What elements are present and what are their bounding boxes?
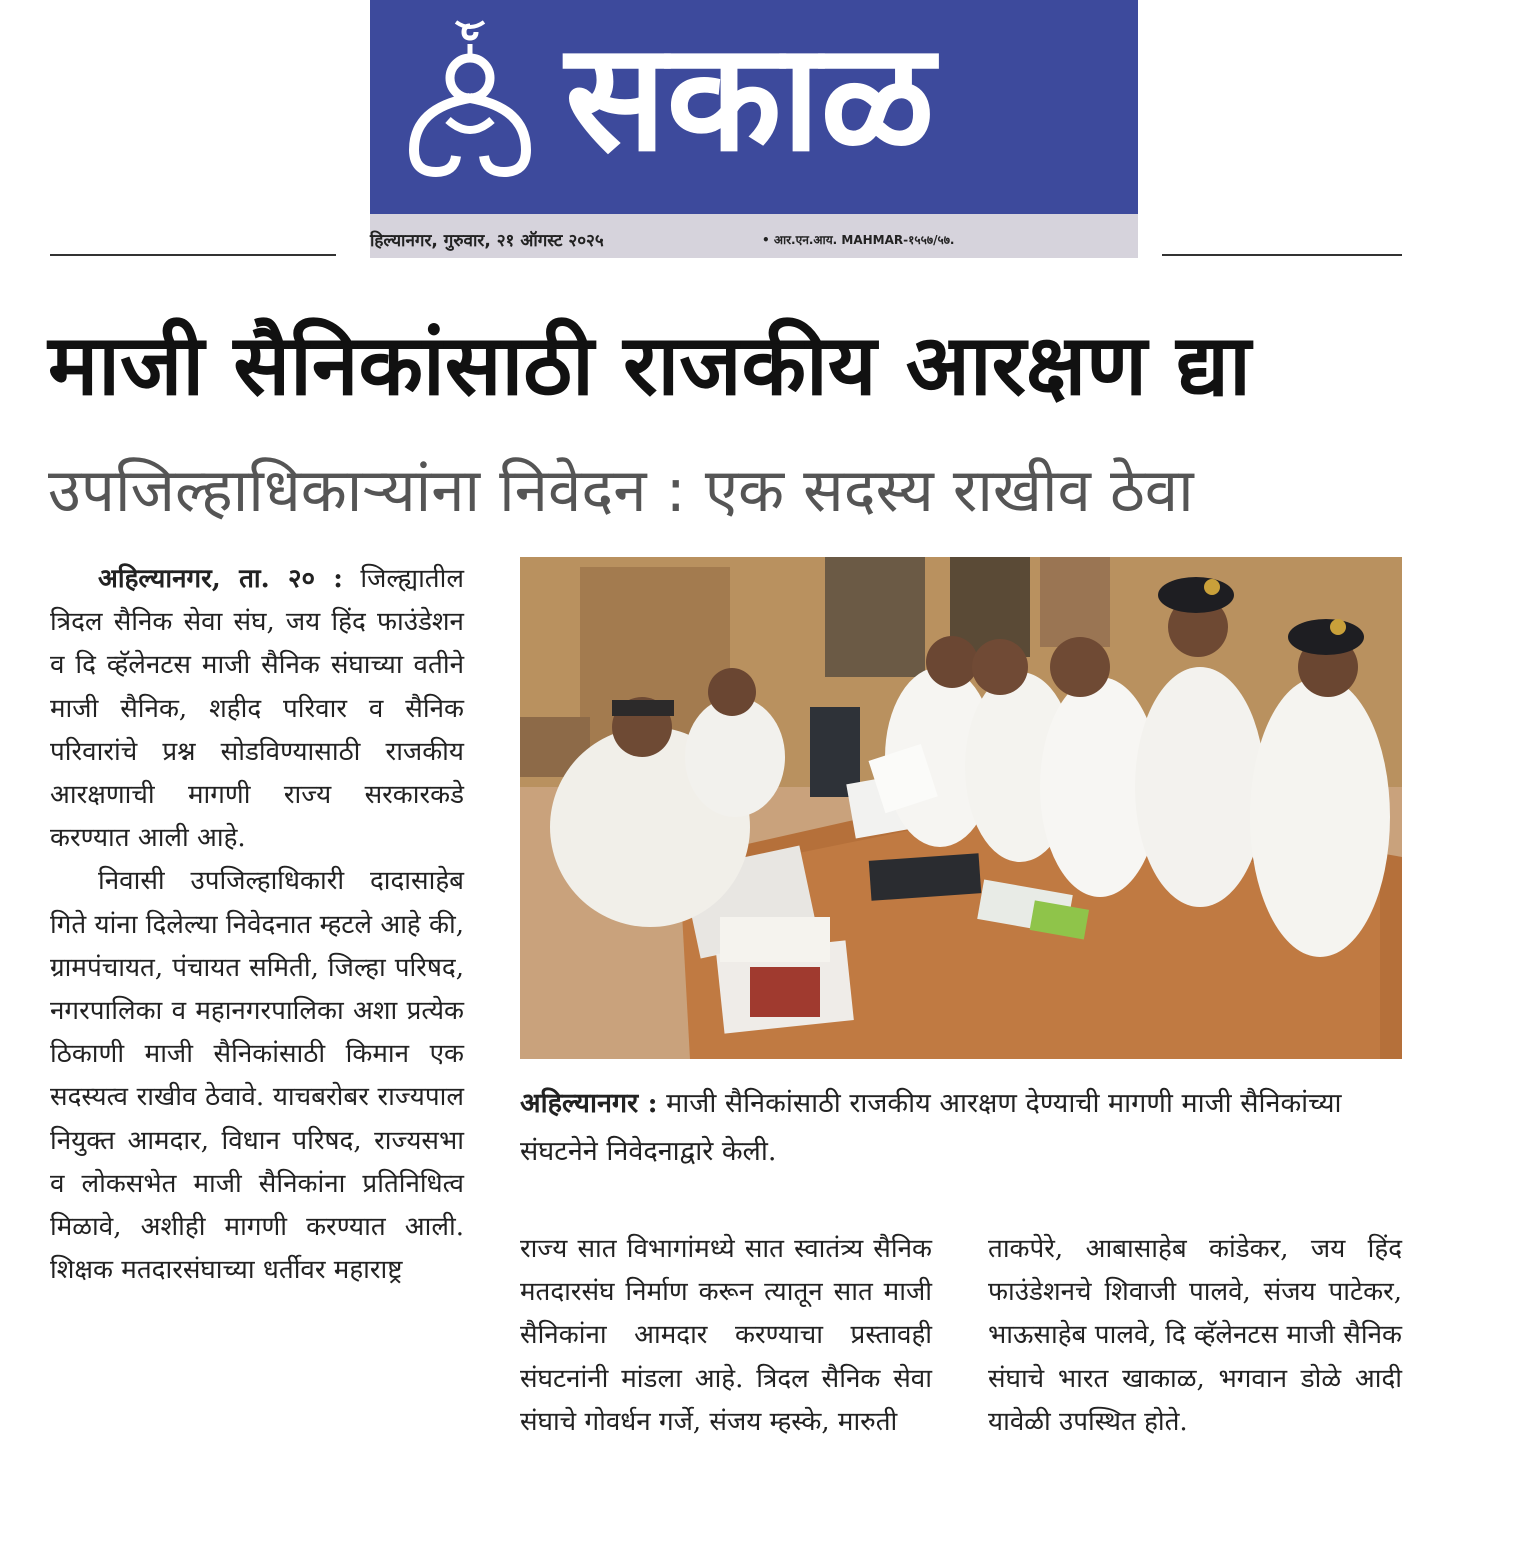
article-paragraph-4: ताकपेरे, आबासाहेब कांडेकर, जय हिंद फाउंडेशनचे शिवाजी पालवे, संजय पाटेकर, भाऊसाहेब पालवे, दि व्हॅलेनटस माजी सैनिक संघाचे भारत खाकाळ, भगवान डोळे आदी यावेळी उपस्थित होते.: [988, 1234, 1402, 1437]
article-column-3: [988, 1228, 1402, 1444]
masthead: [370, 0, 1138, 214]
right-rule: [1162, 254, 1402, 256]
photo-illustration: [520, 557, 1402, 1059]
sakal-logo-icon: [400, 8, 540, 198]
edition-dateline: हिल्यानगर, गुरुवार, २१ ऑगस्ट २०२५: [370, 231, 604, 251]
dateline-bar: [370, 214, 1138, 258]
article-dateline: अहिल्यानगर, ता. २० :: [98, 564, 343, 594]
article-column-2: [520, 1228, 932, 1444]
subheadline: उपजिल्हाधिकाऱ्यांना निवेदन : एक सदस्य राखीव ठेवा: [48, 456, 1194, 526]
caption-text: माजी सैनिकांसाठी राजकीय आरक्षण देण्याची मागणी माजी सैनिकांच्या संघटनेने निवेदनाद्वारे केली.: [520, 1088, 1342, 1167]
registration-number: • आर.एन.आय. MAHMAR-१५५७/५७.: [762, 233, 955, 247]
masthead-title: सकाळ: [565, 9, 935, 185]
article-column-1: [50, 558, 464, 1292]
photo-caption: [520, 1080, 1400, 1176]
article-paragraph-1: अहिल्यानगर, ता. २० : जिल्ह्यातील त्रिदल सैनिक सेवा संघ, जय हिंद फाउंडेशन व दि व्हॅलेनटस माजी सैनिक संघाच्या वतीने माजी सैनिक, शहीद परिवार व सैनिक परिवारांचे प्रश्न सोडविण्यासाठी राजकीय आरक्षणाची मागणी राज्य सरकारकडे करण्यात आली आहे.: [50, 564, 464, 854]
caption-dateline: अहिल्यानगर :: [520, 1088, 658, 1119]
article-paragraph-3: राज्य सात विभागांमध्ये सात स्वातंत्र्य सैनिक मतदारसंघ निर्माण करून त्यातून सात माजी सैनिकांना आमदार करण्याचा प्रस्तावही संघटनांनी मांडला आहे. त्रिदल सैनिक सेवा संघाचे गोवर्धन गर्जे, संजय म्हस्के, मारुती: [520, 1234, 932, 1437]
left-rule: [50, 254, 336, 256]
article-paragraph-2: निवासी उपजिल्हाधिकारी दादासाहेब गिते यांना दिलेल्या निवेदनात म्हटले आहे की, ग्रामपंचायत, पंचायत समिती, जिल्हा परिषद, नगरपालिका व महानगरपालिका अशा प्रत्येक ठिकाणी माजी सैनिकांसाठी किमान एक सदस्यत्व राखीव ठेवावे. याचबरोबर राज्यपाल नियुक्त आमदार, विधान परिषद, राज्यसभा व लोकसभेत माजी सैनिकांना प्रतिनिधित्व मिळावे, अशीही मागणी करण्यात आली. शिक्षक मतदारसंघाच्या धर्तीवर महाराष्ट्र: [50, 866, 464, 1286]
news-photo: [520, 557, 1402, 1059]
headline: माजी सैनिकांसाठी राजकीय आरक्षण द्या: [48, 316, 1251, 414]
